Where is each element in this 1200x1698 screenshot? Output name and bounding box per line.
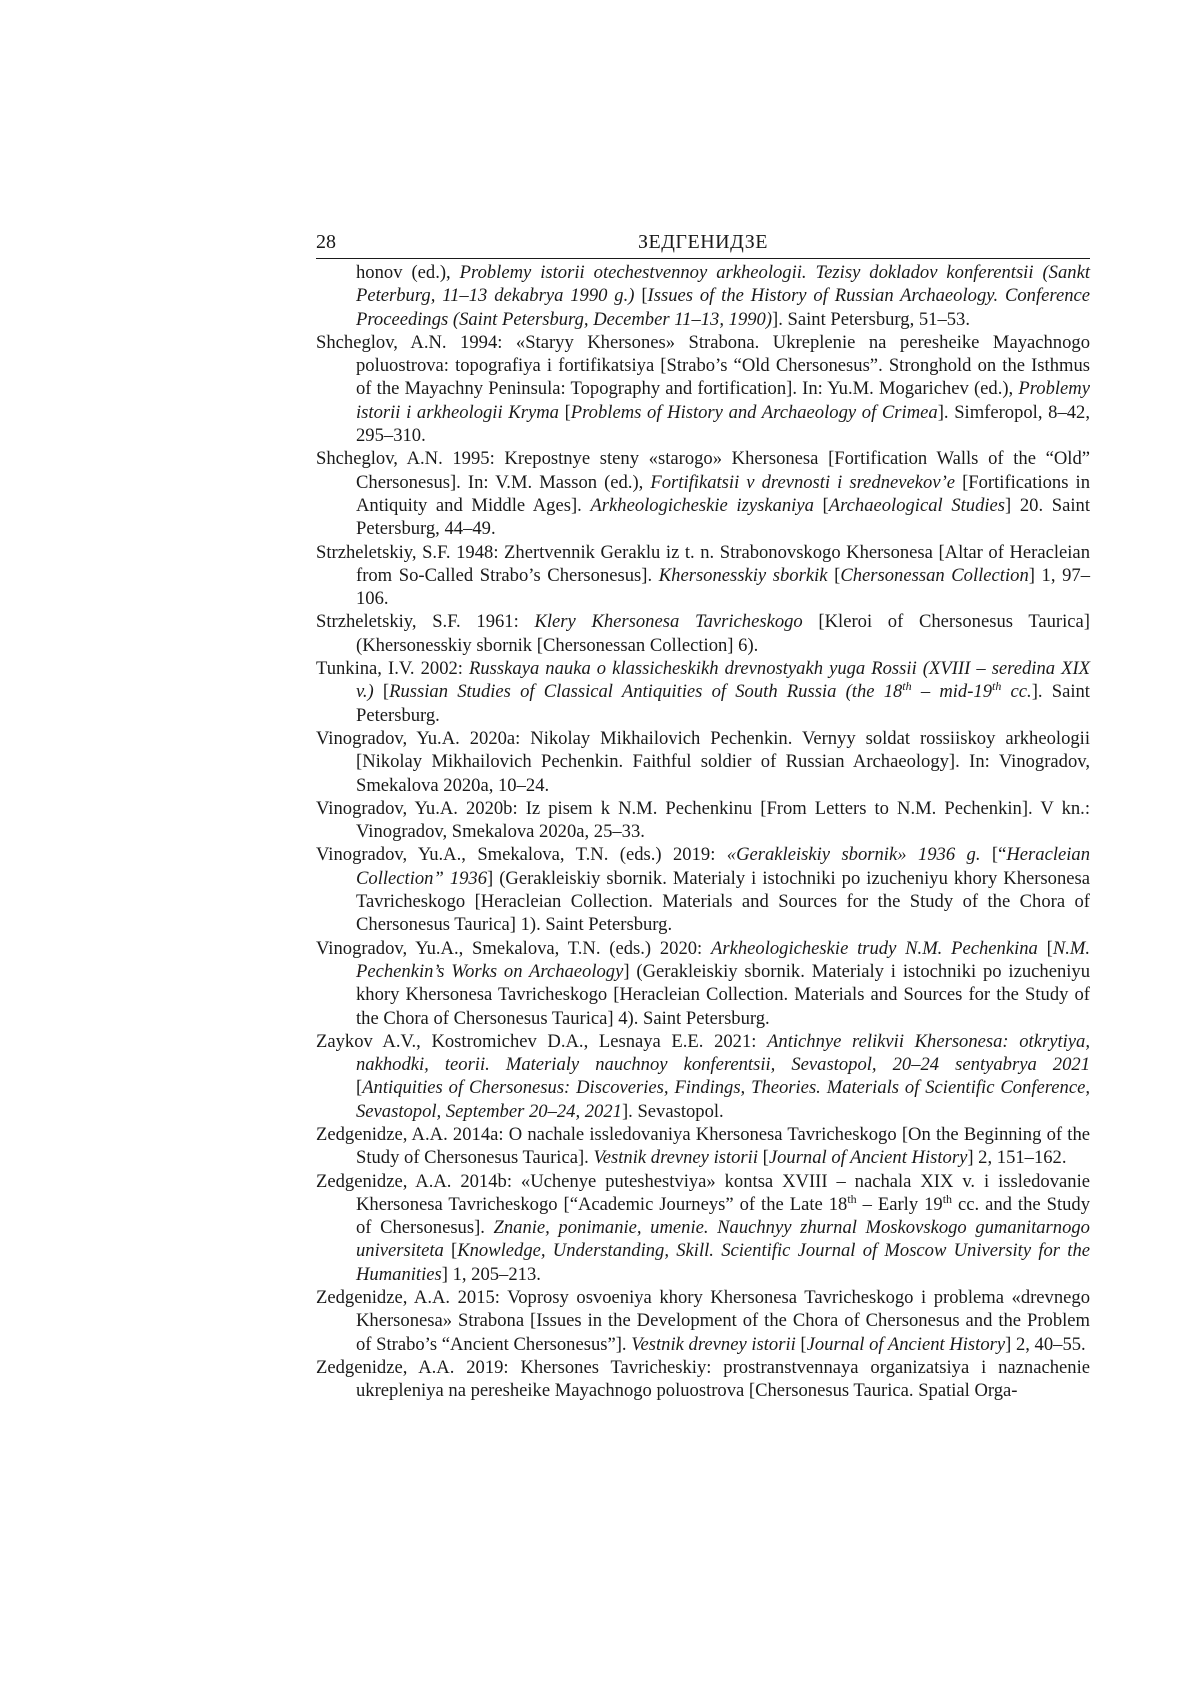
reference-text: [: [1037, 937, 1053, 959]
reference-italic-text: th: [992, 679, 1002, 694]
reference-entry: [316, 1356, 1090, 1403]
reference-text: ] 1, 205–213.: [441, 1263, 541, 1285]
reference-text: Vinogradov, Yu.A. 2020b: Iz pisem k N.M. Pechenkinu [From Letters to N.M. Pechenkin]. V kn.: Vinogradov, Smekalova 2020a, 25–33.: [316, 797, 1090, 843]
reference-text: [: [356, 1077, 363, 1099]
reference-text: ] 1, 97–106.: [356, 564, 1091, 610]
reference-text: Shcheglov, A.N. 1994: «Staryy Khersones» Strabona. Ukreplenie na peresheike Mayachnogo poluostrova: topografiya i fortifikatsiya [Strabo’s “Old Chersonesus”. Stronghold on the Isthmus of the Mayachny Peninsula: Topography and fortification]. In: Yu.M. Mogarichev (ed.),: [316, 331, 1090, 400]
reference-italic-text: Knowledge, Understanding, Skill. Scientific Journal of Moscow University for the Humanities: [356, 1240, 1090, 1285]
reference-text: Zedgenidze, A.A. 2014a: O nachale issledovaniya Khersonesa Tavricheskogo [On the Beginning of the Study of Chersonesus Taurica].: [316, 1123, 1090, 1169]
reference-italic-text: Antiquities of Chersonesus: Discoveries, Findings, Theories. Materials of Scientific Conference, Sevastopol, September 20–24, 2021: [356, 1077, 1090, 1122]
reference-text: Vinogradov, Yu.A., Smekalova, T.N. (eds.) 2020:: [316, 937, 711, 959]
reference-italic-text: Journal of Ancient History: [768, 1147, 968, 1169]
reference-text: th: [942, 1191, 953, 1206]
reference-text: [Fortifications in Antiquity and Middle Ages].: [356, 471, 1090, 516]
running-head: [316, 226, 1090, 259]
reference-italic-text: Journal of Ancient History: [806, 1333, 1006, 1355]
reference-text: Zaykov A.V., Kostromichev D.A., Lesnaya E.E. 2021:: [316, 1030, 768, 1052]
reference-italic-text: N.M. Pechenkin’s Works on Archaeology: [356, 937, 1091, 982]
reference-text: Zedgenidze, A.A. 2014b: «Uchenye puteshestviya» kontsa XVIII – nachala XIX v. i issledovanie Khersonesa Tavricheskogo [“Academic Journeys” of the Late 18: [316, 1170, 1090, 1215]
reference-entry: [316, 797, 1090, 844]
reference-italic-text: Khersonesskiy sborkik: [658, 564, 828, 586]
reference-text: [: [634, 285, 648, 307]
reference-entry: [316, 657, 1090, 727]
reference-text: ]. Saint Petersburg, 51–53.: [772, 308, 971, 330]
reference-text: [: [443, 1240, 458, 1262]
reference-entry-continuation: [316, 261, 1090, 331]
reference-text: cc. and the Study of Chersonesus].: [356, 1193, 1090, 1239]
reference-italic-text: Fortifikatsii v drevnosti i srednevekov’e: [650, 471, 956, 493]
reference-entry: [316, 447, 1090, 540]
reference-entry: [316, 331, 1090, 447]
reference-text: [Kleroi of Chersonesus Taurica] (Khersonesskiy sbornik [Chersonessan Collection] 6).: [356, 611, 1090, 656]
reference-text: Vinogradov, Yu.A., Smekalova, T.N. (eds.) 2019:: [316, 844, 727, 866]
reference-text: Tunkina, I.V. 2002:: [316, 658, 470, 680]
reference-entry: [316, 937, 1090, 1030]
reference-text: Vinogradov, Yu.A. 2020a: Nikolay Mikhailovich Pechenkin. Vernyy soldat rossiiskoy arkheologii [Nikolay Mikhailovich Pechenkin. Faithful soldier of Russian Archaeology]. In: Vinogradov, Smekalova 2020a, 10–24.: [316, 727, 1090, 796]
reference-italic-text: Issues of the History of Russian Archaeology. Conference Proceedings (Saint Petersburg, December 11–13, 1990): [356, 285, 1091, 330]
reference-text: [: [558, 401, 571, 423]
reference-text: [: [813, 494, 829, 516]
page-number: 28: [316, 231, 336, 253]
reference-italic-text: Problemy istorii otechestvennoy arkheologii. Tezisy dokladov konferentsii (Sankt Peterburg, 11–13 dekabrya 1990 g.): [356, 262, 1090, 307]
reference-italic-text: Klery Khersonesa Tavricheskogo: [534, 611, 803, 633]
reference-text: ]. Simferopol, 8–42, 295–310.: [356, 401, 1090, 447]
reference-text: ]. Sevastopol.: [621, 1100, 724, 1122]
reference-italic-text: Vestnik drevney istorii: [631, 1333, 796, 1355]
reference-italic-text: Antichnye relikvii Khersonesa: otkrytiya, nakhodki, teorii. Materialy nauchnoy konferentsii, Sevastopol, 20–24 sentyabrya 2021: [356, 1030, 1090, 1076]
reference-italic-text: Heracleian Collection” 1936: [356, 844, 1091, 889]
reference-italic-text: Arkheologicheskie izyskaniya: [590, 494, 814, 516]
reference-entry: [316, 1286, 1090, 1356]
reference-entry: [316, 1030, 1090, 1123]
reference-text: ] 2, 151–162.: [967, 1147, 1067, 1169]
reference-text: [: [795, 1333, 807, 1355]
reference-text: ] 2, 40–55.: [1005, 1333, 1086, 1355]
reference-text: honov (ed.),: [356, 262, 460, 283]
reference-list: [316, 261, 1090, 1403]
reference-text: [: [758, 1147, 769, 1169]
reference-text: Zedgenidze, A.A. 2015: Voprosy osvoeniya khory Khersonesa Tavricheskogo i problema «drevnego Khersonesa» Strabona [Issues in the Development of the Chora of Chersonesus and the Problem of Strabo’s “Ancient Chersonesus”].: [316, 1287, 1090, 1355]
reference-text: [“: [980, 844, 1007, 866]
reference-italic-text: Arkheologicheskie trudy N.M. Pechenkina: [711, 937, 1038, 959]
reference-text: ] 20. Saint Petersburg, 44–49.: [356, 494, 1090, 540]
reference-italic-text: Problems of History and Archaeology of Crimea: [570, 401, 938, 423]
reference-italic-text: Znanie, ponimanie, umenie. Nauchnyy zhurnal Moskovskogo gumanitarnogo universiteta: [356, 1217, 1090, 1262]
reference-text: Strzheletskiy, S.F. 1961:: [316, 611, 535, 633]
reference-italic-text: Russian Studies of Classical Antiquities of South Russia (the 18: [389, 681, 903, 703]
reference-italic-text: Vestnik drevney istorii: [593, 1147, 758, 1169]
reference-italic-text: – mid-19: [911, 681, 993, 703]
reference-text: Shcheglov, A.N. 1995: Krepostnye steny «starogo» Khersonesa [Fortification Walls of the “Old” Chersonesus]. In: V.M. Masson (ed.),: [316, 448, 1090, 493]
reference-text: ] (Gerakleiskiy sbornik. Materialy i istochniki po izucheniyu khory Khersonesa Tavricheskogo [Heracleian Collection. Materials and Sources for the Study of the Chora of Chersonesus Taurica] 1). Saint Petersburg.: [356, 867, 1091, 936]
reference-italic-text: Chersonessan Collection: [840, 564, 1029, 586]
reference-entry: [316, 541, 1090, 611]
running-title: ЗЕДГЕНИДЗЕ: [638, 231, 768, 253]
reference-entry: [316, 1123, 1090, 1170]
reference-entry: [316, 1170, 1090, 1286]
reference-entry: [316, 727, 1090, 797]
reference-italic-text: Problemy istorii i arkheologii Kryma: [356, 378, 1090, 423]
reference-entry: [316, 610, 1090, 657]
reference-text: – Early 19: [856, 1193, 943, 1215]
reference-italic-text: Russkaya nauka o klassicheskikh drevnostyakh yuga Rossii (XVIII – seredina XIX v.): [356, 658, 1090, 703]
reference-italic-text: cc.: [1001, 681, 1032, 703]
reference-text: ] (Gerakleiskiy sbornik. Materialy i istochniki po izucheniyu khory Khersonesa Tavricheskogo [Heracleian Collection. Materials and Sources for the Study of the Chora of Chersonesus Taurica] 4). Saint Petersburg.: [356, 960, 1091, 1029]
page: [316, 226, 1090, 1403]
reference-text: ]. Saint Petersburg.: [356, 681, 1090, 726]
reference-entry: [316, 843, 1090, 936]
reference-text: th: [847, 1191, 857, 1206]
reference-italic-text: «Gerakleiskiy sbornik» 1936 g.: [726, 844, 981, 866]
reference-italic-text: th: [902, 679, 912, 694]
reference-text: Strzheletskiy, S.F. 1948: Zhertvennik Geraklu iz t. n. Strabonovskogo Khersonesa [Altar of Heracleian from So-Called Strabo’s Chersonesus].: [316, 541, 1090, 586]
reference-text: Zedgenidze, A.A. 2019: Khersones Tavricheskiy: prostranstvennaya organizatsiya i naznachenie ukrepleniya na peresheike Mayachnogo poluostrova [Chersonesus Taurica. Spatial Orga-: [316, 1356, 1090, 1402]
reference-italic-text: Archaeological Studies: [828, 494, 1006, 516]
reference-text: [: [373, 681, 390, 703]
reference-text: [: [827, 564, 841, 586]
